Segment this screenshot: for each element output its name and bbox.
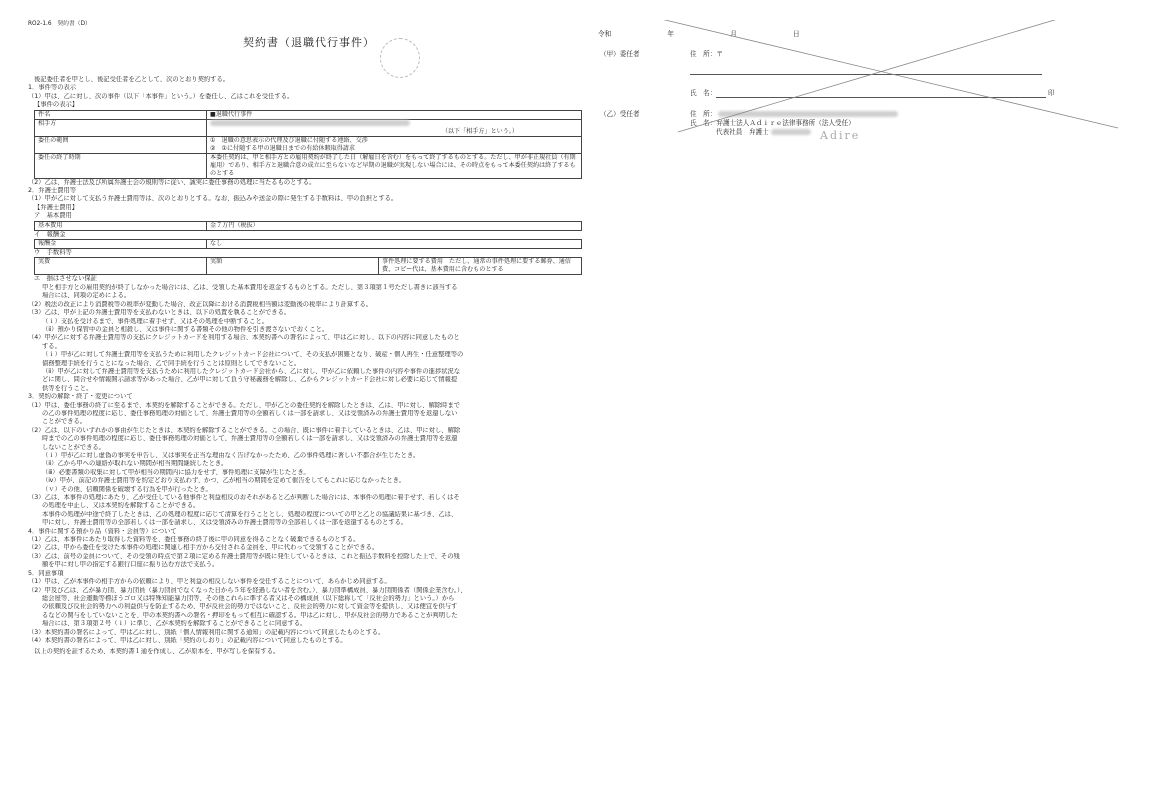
text-line: （2）税法の改正により消費税等の税率が変動した場合、改正以降における消費税相当額は変動後の税率により計算する。 [28, 300, 373, 308]
section-intro [28, 76, 583, 110]
text-line: の乙の事件処理の程度に応じ、委任事務処理の対価として、弁護士費用等の全額若しくは一部を請求し、又は受領済みの弁護士費用等を返還しない [42, 409, 458, 417]
text-line: する。 [42, 342, 61, 350]
text-line: 甲と相手方との雇用契約が終了しなかった場合には、乙は、受領した基本費用を返金するものとする。ただし、第３項第１号ただし書きに該当する [42, 283, 458, 291]
text-line: （2）乙は、弁護士法及び所属弁護士会の規則等に従い、誠実に委任事務の処理に当たるものとする。 [28, 178, 316, 186]
firm-stamp: Adire [820, 129, 861, 142]
text-line: 本事件の処理が中途で終了したときは、乙の処理の程度に応じて清算を行うこととし、処理の程度についての甲と乙との協議結果に基づき、乙は、 [42, 510, 458, 518]
text-line: 時までの乙の事件処理の程度に応じ、委任事務処理の対価として、弁護士費用等の全額若しくは一部を請求し、又は受領済みの弁護士費用等を返還 [42, 435, 458, 443]
table-row [35, 240, 582, 249]
seal-mark [380, 38, 420, 78]
opponent-suffix: （以下「相手方」という。） [441, 127, 518, 135]
text-line: （ⅳ）甲が、前記の弁護士費用等を約定どおり支払わず、かつ、乙が相当の期間を定めて催告をしてもこれに応じなかったとき。 [42, 477, 406, 485]
text-line: （2）甲及び乙は、乙が暴力団、暴力団員（暴力団員でなくなった日から５年を経過しない者を含む。）、暴力団準構成員、暴力団関係者（関係企業含む。）、 [28, 586, 467, 594]
fee-reward-value: なし [207, 240, 582, 249]
fee-expense-note: 事件処理に要する費用 ただし、通常の事件処理に要する郵券、通信費、コピー代は、基本費用に含むものとする [379, 258, 582, 275]
text-line: （ⅱ）預かり保管中の金員と相殺し、又は事件に関する書類その他の物件を引き渡さないでおくこと。 [42, 325, 329, 333]
case-value-opponent [207, 119, 582, 136]
text-line: 場合には、第３項第２号（ｉ）に準じ、乙が本契約を解除することができることに同意する。 [42, 620, 307, 628]
doc-code: RO2-1.6 契約書（D） [28, 21, 91, 27]
text-line: （3）乙は、甲が上記の弁護士費用等を支払わないときは、以下の処置を執ることができる。 [28, 309, 291, 317]
text-line: ア 基本費用 [34, 212, 72, 220]
table-row [35, 136, 582, 153]
text-line: （3）乙は、本事件の処理にあたり、乙が受任している他事件と利益相反のおそれがあると乙が判断した場合には、本事件の処理に着手せず、若しくはそ [28, 494, 460, 502]
cross-out-lines [598, 20, 1158, 160]
page-title: 契約書（退職代行事件） [243, 36, 375, 49]
text-line: の依頼及び反社会的勢力への利益供与を防止するため、甲が反社会的勢力ではないこと、反社会的勢力に対して資金等を提供し、又は便宜を供与す [42, 603, 458, 611]
text-line: 3．契約の解除・終了・変更について [28, 393, 133, 401]
date-day: 日 [793, 30, 800, 38]
text-line: （ⅲ）必要書類の収集に対して甲が相当の期間内に協力をせず、事件処理に支障が生じたとき。 [42, 468, 310, 476]
text-line: （ⅱ）甲が乙に対して弁護士費用等を支払うために利用したクレジットカード会社から、乙に対し、甲が乙に依頼した事件の内容や事件の進捗状況な [42, 367, 461, 375]
text-line: （3）乙は、前号の金員について、その受領の時点で第２項に定める弁護士費用等が既に発生しているときは、これと振込手数料を控除した上で、その残 [28, 552, 460, 560]
text-line: 5．同意事項 [28, 569, 64, 577]
text-line: どに関し、問合せや情報開示請求等があった場合、乙が甲に対して負う守秘義務を解除し、乙からクレジットカード会社に対し必要に応じて情報提 [42, 376, 458, 384]
text-line: 額を甲に対し甲の指定する銀行口座に振り込む方法で支払う。 [42, 561, 219, 569]
text-line: 4．事件に関する預かり品（資料・会員等）について [28, 527, 177, 535]
case-table [34, 110, 582, 179]
text-line: （ⅱ）乙から甲への連絡が取れない期間が相当期間継続したとき。 [42, 460, 228, 468]
text-line: 【弁護士費用】 [34, 203, 79, 211]
party-a-label: （甲）委任者 [600, 50, 640, 58]
text-line: （2）乙は、以下のいずれかの事由が生じたときは、本契約を解除することができる。この場合、既に事件に着手しているときは、乙は、甲に対し、解除 [28, 426, 461, 434]
closing-text: 以上の契約を証するため、本契約書１通を作成し、乙が原本を、甲が写しを保有する。 [34, 648, 280, 656]
text-line: 供等を行うこと。 [42, 384, 93, 392]
text-line: （1）乙は、本事件にあたり取得した資料等を、委任事務の終了後に甲の同意を得ることなく破棄できるものとする。 [28, 536, 360, 544]
table-row [35, 221, 582, 230]
table-row [35, 119, 582, 136]
party-b-label: （乙）受任者 [600, 110, 640, 118]
table-row [35, 153, 582, 178]
text-line: 【事件の表示】 [34, 101, 79, 109]
case-value-term: 本委任契約は、甲と相手方との雇用契約が終了した日（解雇日を含む）をもって終了するものとする。ただし、甲が非正規社員（有期雇用）であり、相手方と退職合意の成立に至らないなど早期の退職が実現しない場合には、その時点をもって本委任契約は終了するものとする [207, 153, 582, 178]
case-value-title: ■退職代行事件 [207, 110, 582, 119]
name-label-a: 氏 名： [690, 89, 717, 97]
text-line: （1）甲は、乙が本事件の相手方からの依頼により、甲と利益の相反しない事件を受任することについて、あらかじめ同意する。 [28, 578, 391, 586]
text-line: ことができる。 [42, 418, 87, 426]
text-line: （ｉ）支払を受けるまで、事件処理に着手せず、又はその処理を中断すること。 [42, 317, 269, 325]
table-row [35, 258, 582, 275]
contract-body [28, 76, 583, 657]
text-line: 甲に対し、弁護士費用等の全部若しくは一部を請求し、又は受領済みの弁護士費用等の全部若しくは一部を返還するものとする。 [42, 519, 408, 527]
text-line: （4）甲が乙に対する弁護士費用等の支払にクレジットカードを利用する場合、本契約書への署名によって、甲は乙に対し、以下の内容に同意したものと [28, 334, 460, 342]
text-line: 1．事件等の表示 [28, 84, 77, 92]
fee-reward-label: 報酬金 [35, 240, 207, 249]
fee-basic-value: 金７万円（税抜） [207, 221, 582, 230]
case-label-scope: 委任の範囲 [35, 136, 207, 153]
text-line: （1）甲が乙に対して支払う弁護士費用等は、次のとおりとする。なお、振込みや送金の際に発生する手数料は、甲の負担とする。 [28, 195, 398, 203]
table-row [35, 110, 582, 119]
seal-mark-a: 印 [1048, 89, 1055, 97]
case-label-title: 件名 [35, 110, 207, 119]
text-line: ウ 手数料等 [34, 249, 72, 257]
text-line: イ 報酬金 [34, 230, 66, 238]
redacted-opponent [210, 120, 410, 126]
section-expense [28, 249, 583, 257]
case-label-opponent: 相手方 [35, 119, 207, 136]
section-reward [28, 231, 583, 239]
text-line: （1）甲は、乙に対し、次の事件（以下「本事件」という。）を委任し、乙はこれを受任する。 [28, 92, 294, 100]
text-line: 2．弁護士費用等 [28, 187, 77, 195]
representative: 代表社員 弁護士 [716, 128, 811, 137]
address-label-a: 住 所：〒 [690, 50, 723, 58]
text-line: （3）本契約書の署名によって、甲は乙に対し、別紙「個人情報利用に関する通知」の記載内容について同意したものとする。 [28, 628, 385, 636]
fee-reward-table [34, 239, 582, 249]
text-line: （ｉ）甲が乙に対して弁護士費用等を支払うために利用したクレジットカード会社について、その支払が困難となり、破産・個人再生・任意整理等の [42, 351, 464, 359]
text-line: 債務整理手続を行うことになった場合、乙で同手続を行うことは原則としてできないこと。 [42, 359, 301, 367]
text-line: の処理を中止し、又は本契約を解除することができる。 [42, 502, 200, 510]
text-line: るなどの関与をしていないことを、甲の本契約書への署名・押印をもって相互に確認する。甲は乙に対し、甲が反社会的勢力であることが判明した [42, 611, 458, 619]
fee-basic-label: 基本費用 [35, 221, 207, 230]
case-label-term: 委任の終了時期 [35, 153, 207, 178]
fee-expense-label: 実費 [35, 258, 207, 275]
text-line: （ｖ）その他、信頼関係を破壊する行為を甲が行ったとき。 [42, 485, 212, 493]
text-line: 総会屋等、社会運動等標ぼうゴロ又は特殊知能暴力団等、その他これらに準ずる者又はその構成員（以下総称して「反社会的勢力」という。）から [42, 594, 455, 602]
section-fees [28, 179, 583, 221]
case-value-scope: ① 退職の意思表示の代理及び退職に付随する連絡、交渉 ② ①に付随する甲の退職日までの有給休暇取得請求 [207, 136, 582, 153]
date-year: 年 [667, 30, 674, 38]
date-month: 月 [730, 30, 737, 38]
fee-expense-table [34, 257, 582, 275]
text-line: 場合には、同項の定めによる。 [42, 292, 131, 300]
fee-basic-table [34, 221, 582, 231]
text-line: （2）乙は、甲から委任を受けた本事件の処理に関連し相手方から交付される金員を、甲に代わって受領することができる。 [28, 544, 379, 552]
firm-name: 氏 名：弁護士法人Ａｄｉｒｅ法律事務所（法人受任） [690, 119, 855, 127]
date-era: 令和 [598, 30, 612, 38]
text-line: （1）甲は、委任事務の終了に至るまで、本契約を解除することができる。ただし、甲が乙との委任契約を解除したときは、乙は、甲に対し、解除時まで [28, 401, 461, 409]
text-line: 後記委任者を甲とし、後記受任者を乙として、次のとおり契約する。 [34, 76, 230, 83]
text-line: （ｉ）甲が乙に対し虚偽の事実を申告し、又は事実を正当な理由なく告げなかったため、乙の事件処理に著しい不都合が生じたとき。 [42, 452, 420, 459]
text-line: しないことができる。 [42, 443, 105, 451]
text-line: （4）本契約書の署名によって、甲は乙に対し、別紙「契約のしおり」の記載内容について同意したものとする。 [28, 636, 347, 644]
fee-expense-value: 実額 [207, 258, 379, 275]
text-line: エ 損はさせない保証 [34, 275, 97, 283]
address-label-b: 住 所： [690, 110, 898, 119]
section-terms [28, 275, 583, 645]
